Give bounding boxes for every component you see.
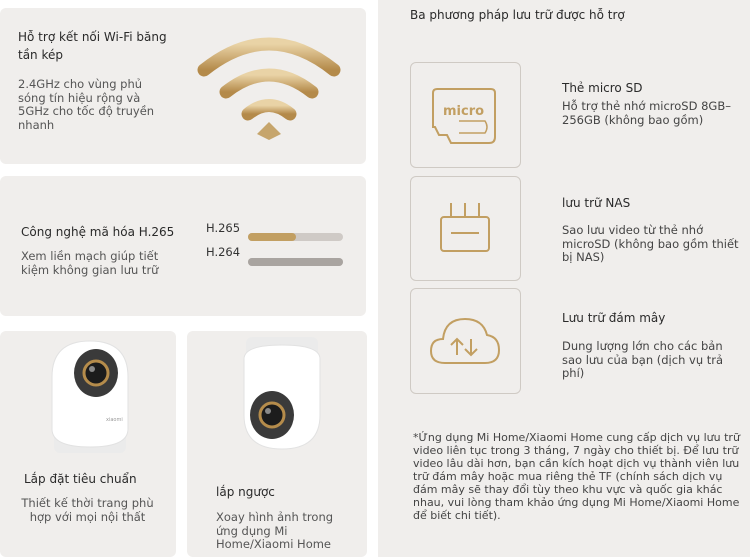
camera-inverted-image bbox=[232, 335, 332, 455]
storage-method-desc: Dung lượng lớn cho các bản sao lưu của bạn (dịch vụ trả phí) bbox=[562, 339, 724, 380]
install-inverted-title: lắp ngược bbox=[216, 485, 275, 499]
wifi-card bbox=[0, 8, 366, 164]
codec-desc: Xem liền mạch giúp tiết kiệm không gian lưu trữ bbox=[21, 249, 159, 277]
codec-card bbox=[0, 176, 366, 316]
microsd-tile bbox=[410, 62, 521, 168]
install-inverted-desc: Xoay hình ảnh trong ứng dụng Mi Home/Xiaomi Home bbox=[216, 510, 334, 551]
storage-footnote: *Ứng dụng Mi Home/Xiaomi Home cung cấp dịch vụ lưu trữ video liên tục trong 3 tháng, 7 ngày cho thiết bị. Để lưu trữ video lâu dài hơn, bạn cần kích hoạt dịch vụ thành viên lưu trữ đám mây hoặc mua riêng thẻ TF (chính sách dịch vụ đám mây sẽ thay đổi tùy theo khu vực và quốc gia khác nhau, vui lòng tham khảo ứng dụng Mi Home/Xiaomi Home để biết chi tiết). bbox=[413, 431, 740, 522]
microsd-icon bbox=[429, 87, 499, 145]
camera-logo: xiaomi bbox=[106, 417, 123, 423]
codec-title: Công nghệ mã hóa H.265 bbox=[21, 225, 175, 239]
install-standard-title: Lắp đặt tiêu chuẩn bbox=[24, 472, 137, 486]
codec-h264-bar-fill bbox=[248, 258, 343, 266]
codec-h265-label: H.265 bbox=[206, 221, 241, 235]
wifi-icon bbox=[194, 30, 344, 142]
cloud-sync-icon bbox=[427, 313, 503, 369]
install-standard-card bbox=[0, 331, 176, 557]
storage-method-title: lưu trữ NAS bbox=[562, 196, 631, 210]
storage-method-desc: Hỗ trợ thẻ nhớ microSD 8GB–256GB (không bao gồm) bbox=[562, 99, 731, 127]
microsd-icon-label: micro bbox=[443, 104, 485, 119]
nas-icon bbox=[435, 199, 495, 259]
camera-standard-image bbox=[40, 337, 140, 457]
install-standard-desc: Thiết kế thời trang phù hợp với mọi nội thất bbox=[21, 496, 154, 524]
wifi-desc: 2.4GHz cho vùng phủ sóng tín hiệu rộng và 5GHz cho tốc độ truyền nhanh bbox=[18, 77, 155, 132]
codec-h264-label: H.264 bbox=[206, 245, 241, 259]
install-inverted-card bbox=[187, 331, 367, 557]
storage-method-title: Thẻ micro SD bbox=[562, 81, 643, 95]
codec-h265-bar bbox=[248, 233, 343, 241]
wifi-title: Hỗ trợ kết nối Wi-Fi băng tần kép bbox=[18, 30, 167, 62]
storage-method-title: Lưu trữ đám mây bbox=[562, 311, 666, 325]
storage-heading: Ba phương pháp lưu trữ được hỗ trợ bbox=[410, 8, 625, 22]
cloud-tile bbox=[410, 288, 521, 394]
nas-tile bbox=[410, 176, 521, 281]
codec-h265-bar-fill bbox=[248, 233, 296, 241]
storage-method-desc: Sao lưu video từ thẻ nhớ microSD (không bao gồm thiết bị NAS) bbox=[562, 223, 739, 264]
codec-h264-bar bbox=[248, 258, 343, 266]
